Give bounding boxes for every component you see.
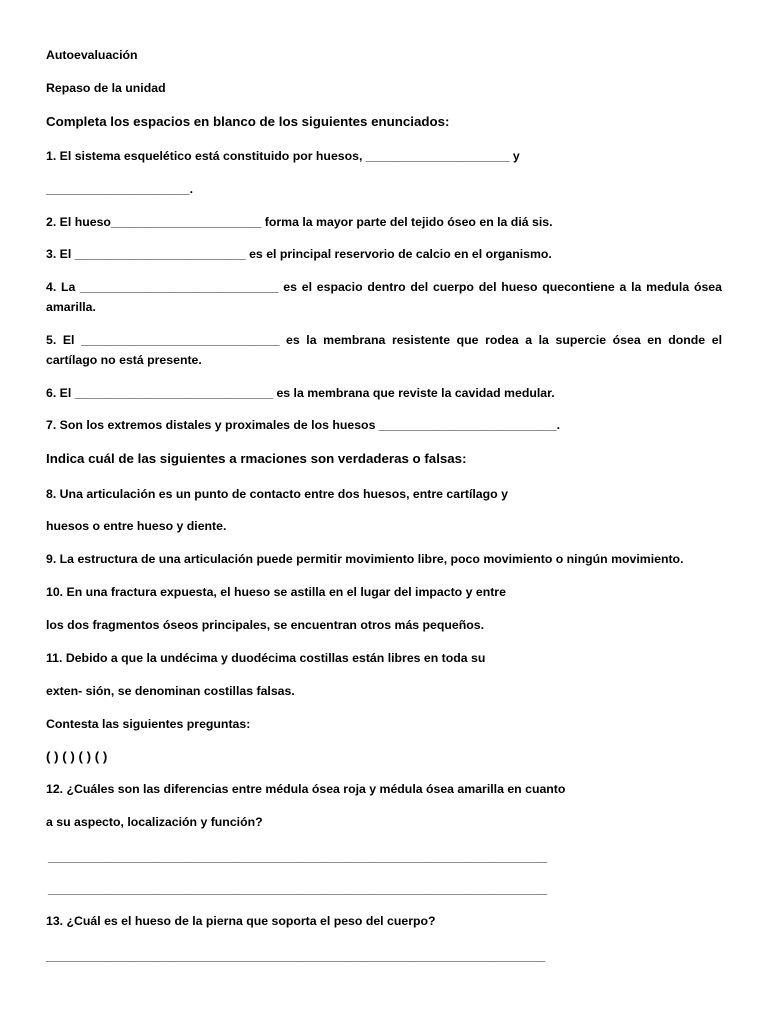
doc-subtitle: Repaso de la unidad (46, 81, 166, 95)
question-11-line-1: 11. Debido a que la undécima y duodécima costillas están libres en toda su (46, 651, 486, 665)
question-13: 13. ¿Cuál es el hueso de la pierna que soporta el peso del cuerpo? (46, 914, 436, 928)
question-9: 9. La estructura de una articulación puede permitir movimiento libre, poco movimiento o ningún movimiento. (46, 552, 684, 566)
question-5-line-1: 5. El _____________________________ es la membrana resistente que rodea a la supercie ósea en donde el (46, 333, 722, 347)
question-2: 2. El hueso______________________ forma la mayor parte del tejido óseo en la diá sis. (46, 215, 553, 229)
question-12-line-1: 12. ¿Cuáles son las diferencias entre médula ósea roja y médula ósea amarilla en cuanto (46, 782, 566, 796)
answer-line-12a[interactable]: _________________________________________________________________________ (48, 850, 548, 864)
question-7: 7. Son los extremos distales y proximales de los huesos __________________________. (46, 418, 561, 432)
section-heading-questions: Contesta las siguientes preguntas: (46, 717, 251, 731)
question-8-line-1: 8. Una articulación es un punto de contacto entre dos huesos, entre cartílago y (46, 487, 508, 501)
answer-line-12b[interactable]: _________________________________________________________________________ (48, 882, 548, 896)
question-1-line-2: _____________________. (46, 182, 194, 196)
doc-title: Autoevaluación (46, 48, 138, 62)
question-5-line-2: cartílago no está presente. (46, 353, 202, 367)
section-heading-true-false: Indica cuál de las siguientes a rmaciones son verdaderas o falsas: (46, 451, 467, 466)
question-3: 3. El _________________________ es el principal reservorio de calcio en el organismo. (46, 247, 552, 261)
question-1-line-1: 1. El sistema esquelético está constituido por huesos, _____________________ y (46, 149, 520, 163)
question-6: 6. El _____________________________ es la membrana que reviste la cavidad medular. (46, 386, 555, 400)
question-4-line-1: 4. La _____________________________ es el espacio dentro del cuerpo del hueso quecontiene a la medula ósea (46, 280, 722, 294)
question-12-line-2: a su aspecto, localización y función? (46, 815, 263, 829)
question-10-line-2: los dos fragmentos óseos principales, se encuentran otros más pequeños. (46, 618, 485, 632)
answer-line-13[interactable]: _________________________________________________________________________ (46, 949, 546, 963)
section-heading-fill-blanks: Completa los espacios en blanco de los siguientes enunciados: (46, 114, 450, 129)
question-8-line-2: huesos o entre hueso y diente. (46, 519, 227, 533)
answer-marks: ( ) ( ) ( ) ( ) (46, 749, 108, 764)
question-4-line-2: amarilla. (46, 300, 96, 314)
question-10-line-1: 10. En una fractura expuesta, el hueso se astilla en el lugar del impacto y entre (46, 585, 506, 599)
question-11-line-2: exten- sión, se denominan costillas falsas. (46, 684, 295, 698)
